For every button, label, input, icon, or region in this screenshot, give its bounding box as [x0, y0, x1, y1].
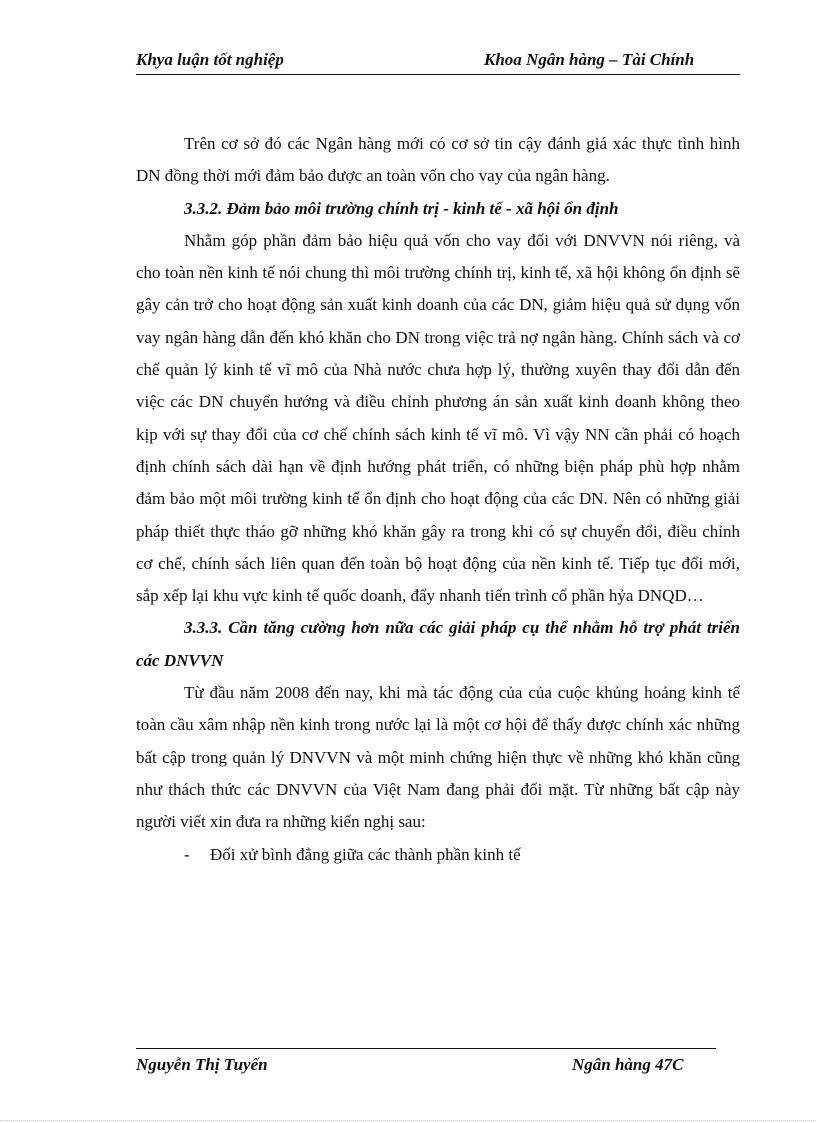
bullet-dash: -	[184, 844, 190, 864]
header-thesis-title: Khya luận tốt nghiệp	[136, 50, 284, 69]
page-header	[136, 48, 740, 75]
list-item	[136, 839, 740, 871]
page-body	[136, 128, 740, 871]
section-heading-3-3-3: 3.3.3. Cần tăng cường hơn nữa các giải pháp cụ thể nhằm hỗ trợ phát triển các DNVVN	[136, 618, 740, 670]
section-heading-3-3-2: 3.3.2. Đảm bảo môi trường chính trị - kinh tế - xã hội ổn định	[184, 198, 619, 218]
footer-author: Nguyễn Thị Tuyến	[136, 1055, 268, 1074]
page-edge-divider	[0, 1120, 816, 1121]
page-footer	[136, 1048, 716, 1081]
footer-class: Ngân hàng 47C	[572, 1055, 684, 1074]
paragraph-intro: Trên cơ sở đó các Ngân hàng mới có cơ sở tin cậy đánh giá xác thực tình hình DN đồng thời mới đảm bảo được an toàn vốn cho vay của ngân hàng.	[136, 134, 740, 186]
list-item-label: Đối xử bình đẳng giữa các thành phần kinh tế	[210, 844, 521, 864]
paragraph-political-stability: Nhằm góp phần đảm bảo hiệu quả vốn cho vay đối với DNVVN nói riêng, và cho toàn nền kinh tế nói chung thì môi trường chính trị, kinh tế, xã hội không ổn định sẽ gây cản trở cho hoạt động sản xuất kinh doanh của các DN, giảm hiệu quả sử dụng vốn vay ngân hàng dẫn đến khó khăn cho DN trong việc trả nợ ngân hàng. Chính sách và cơ chế quản lý kinh tế vĩ mô của Nhà nước chưa hợp lý, thường xuyên thay đổi dẫn đến việc các DN chuyển hướng và điều chỉnh phương án sản xuất kinh doanh không theo kịp với sự thay đổi của cơ chế chính sách kinh tế vĩ mô. Vì vậy NN cần phải có hoạch định chính sách dài hạn về định hướng phát triển, có những biện pháp phù hợp nhằm đảm bảo một môi trường kinh tế ổn định cho hoạt động của các DN. Nên có những giải pháp thiết thực tháo gỡ những khó khăn gây ra trong khi có sự chuyển đổi, điều chỉnh cơ chế, chính sách liên quan đến toàn bộ hoạt động của nền kinh tế. Tiếp tục đổi mới, sắp xếp lại khu vực kinh tế quốc doanh, đẩy nhanh tiến trình cổ phần hỷa DNQD…	[136, 230, 740, 606]
header-faculty: Khoa Ngân hàng – Tài Chính	[484, 50, 695, 69]
paragraph-sme-support: Từ đầu năm 2008 đến nay, khi mà tác động của của cuộc khủng hoảng kinh tế toàn cầu xâm nhập nền kinh trong nước lại là một cơ hội để thấy được chính xác những bất cập trong quản lý DNVVN và một minh chứng hiện thực về những khó khăn cũng như thách thức các DNVVN của Việt Nam đang phải đối mặt. Từ những bất cập này người viết xin đưa ra những kiến nghị sau:	[136, 683, 740, 832]
